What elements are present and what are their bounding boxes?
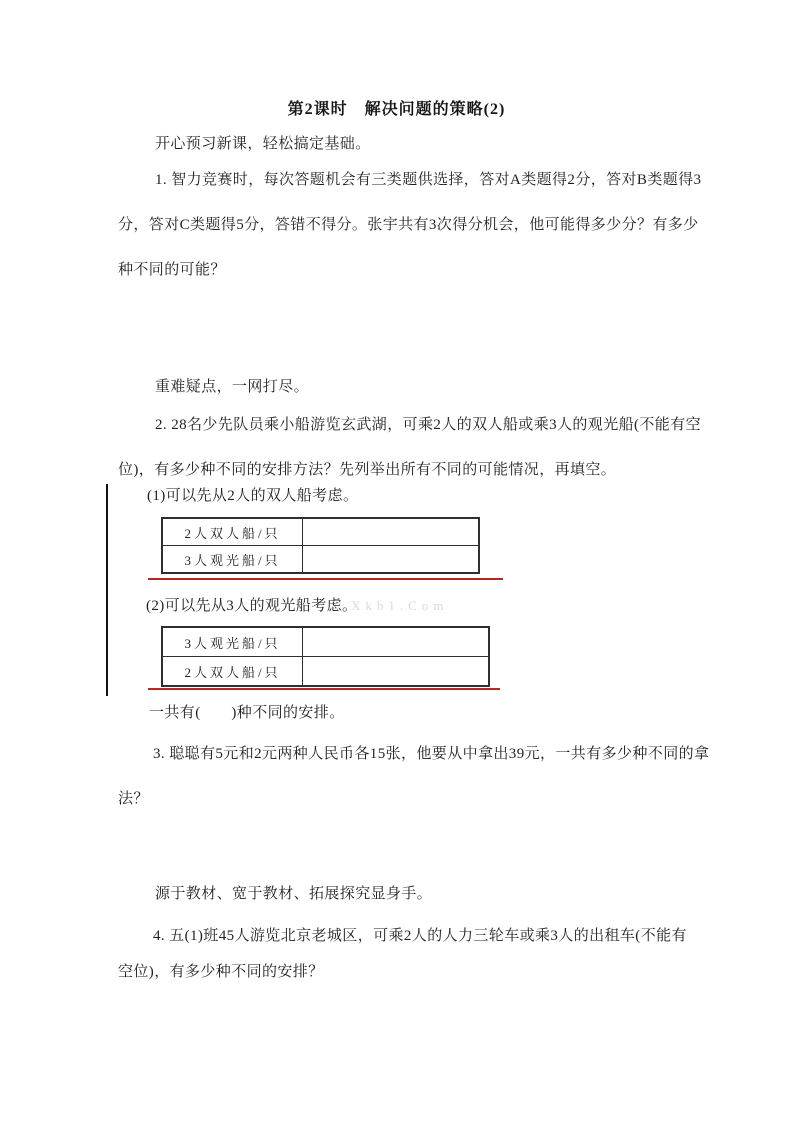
table-row [163,628,488,656]
row-label: 2人双人船/只 [163,657,303,685]
question-2-line-2: 位)，有多少种不同的安排方法？先列举出所有不同的可能情况，再填空。 [118,462,617,478]
blank-cell [303,657,488,685]
red-underline-1 [148,578,503,580]
keypoints-section-header: 重难疑点，一网打尽。 [155,379,310,395]
basic-section-header: 开心预习新课，轻松搞定基础。 [155,136,371,152]
red-underline-2 [148,688,500,690]
row-label: 2人双人船/只 [163,519,303,545]
question-4-line-1: 4. 五(1)班45人游览北京老城区，可乘2人的人力三轮车或乘3人的出租车(不能有 [153,928,687,944]
question-2-line-1: 2. 28名少先队员乘小船游览玄武湖，可乘2人的双人船或乘3人的观光船(不能有空 [155,417,701,433]
table-row [163,656,488,685]
explore-section-header: 源于教材、宽于教材、拓展探究显身手。 [155,886,433,902]
table-row [163,519,478,545]
margin-vertical-line [106,484,108,696]
question-1-line-1: 1. 智力竞赛时，每次答题机会有三类题供选择，答对A类题得2分，答对B类题得3 [155,172,702,188]
question-2-fill-blank: 一共有( )种不同的安排。 [149,705,345,721]
site-watermark: Xkb1.Com [351,598,449,613]
blank-cell [303,546,478,572]
question-2-sub2: (2)可以先从3人的观光船考虑。 [146,598,358,614]
question-3-line-2: 法？ [118,791,149,807]
boat-table-2 [161,626,490,687]
table-row [163,545,478,572]
row-label: 3人观光船/只 [163,628,303,656]
blank-cell [303,519,478,545]
question-2-sub1: (1)可以先从2人的双人船考虑。 [147,488,359,504]
question-1-line-3: 种不同的可能？ [118,262,226,278]
row-label: 3人观光船/只 [163,546,303,572]
question-3-line-1: 3. 聪聪有5元和2元两种人民币各15张，他要从中拿出39元，一共有多少种不同的拿 [153,746,710,762]
question-1-line-2: 分，答对C类题得5分，答错不得分。张宇共有3次得分机会，他可能得多少分？有多少 [118,217,699,233]
blank-cell [303,628,488,656]
question-4-line-2: 空位)，有多少种不同的安排？ [118,964,324,980]
page-title: 第2课时 解决问题的策略(2) [287,101,506,118]
boat-table-1 [161,517,480,574]
